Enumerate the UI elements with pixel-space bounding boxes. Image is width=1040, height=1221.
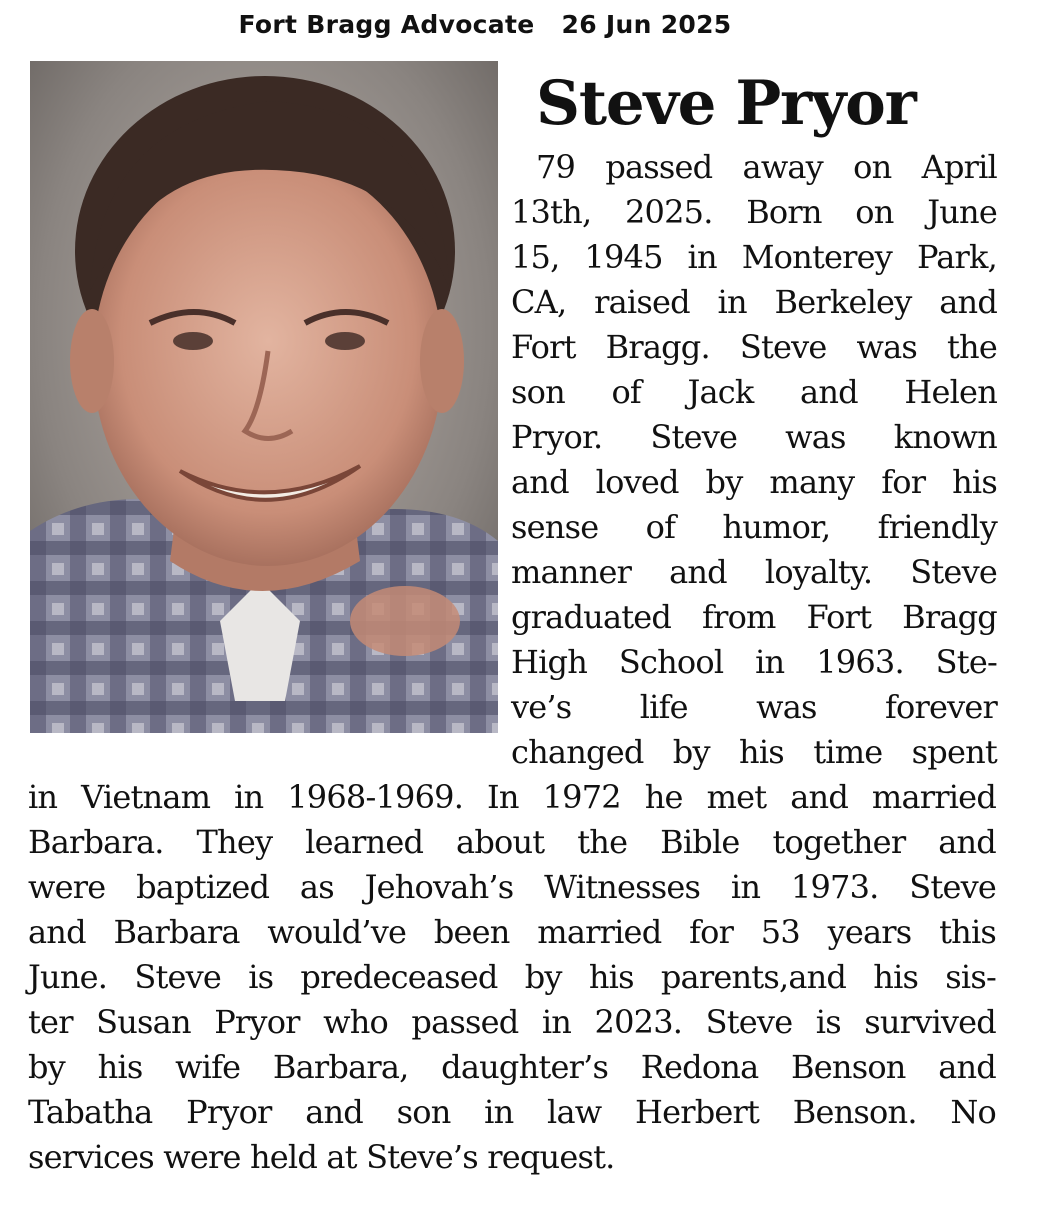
obituary-line: 15, 1945 in Monterey Park, — [511, 238, 997, 276]
obituary-line: CA, raised in Berkeley and — [511, 283, 997, 321]
portrait-photo — [30, 61, 498, 733]
obituary-line: were baptized as Jehovah’s Witnesses in 1973. Steve — [28, 868, 996, 906]
masthead — [0, 10, 970, 39]
obituary-line: son of Jack and Helen — [511, 373, 997, 411]
obituary-line: 79 passed away on April — [536, 148, 997, 186]
obituary-line: ve’s life was forever — [511, 688, 997, 726]
obituary-line: ter Susan Pryor who passed in 2023. Steve is survived — [28, 1003, 996, 1041]
publication-name: Fort Bragg Advocate — [238, 10, 535, 39]
obituary-line: Fort Bragg. Steve was the — [511, 328, 997, 366]
obituary-line: manner and loyalty. Steve — [511, 553, 997, 591]
obituary-line: by his wife Barbara, daughter’s Redona Benson and — [28, 1048, 996, 1086]
obituary-line: sense of humor, friendly — [511, 508, 997, 546]
obituary-name: Steve Pryor — [536, 68, 916, 139]
obituary-line: and loved by many for his — [511, 463, 997, 501]
obituary-line: Pryor. Steve was known — [511, 418, 997, 456]
obituary-line: in Vietnam in 1968-1969. In 1972 he met and married — [28, 778, 996, 816]
obituary-line: High School in 1963. Ste- — [511, 643, 997, 681]
obituary-line: changed by his time spent — [511, 733, 997, 771]
publication-date: 26 Jun 2025 — [561, 10, 732, 39]
obituary-line: Tabatha Pryor and son in law Herbert Benson. No — [28, 1093, 996, 1131]
obituary-line: graduated from Fort Bragg — [511, 598, 997, 636]
obituary-line: 13th, 2025. Born on June — [511, 193, 997, 231]
obituary-line: June. Steve is predeceased by his parents,and his sis- — [28, 958, 996, 996]
obituary-line: services were held at Steve’s request. — [28, 1138, 615, 1176]
obituary-line: Barbara. They learned about the Bible together and — [28, 823, 996, 861]
obituary-line: and Barbara would’ve been married for 53 years this — [28, 913, 996, 951]
